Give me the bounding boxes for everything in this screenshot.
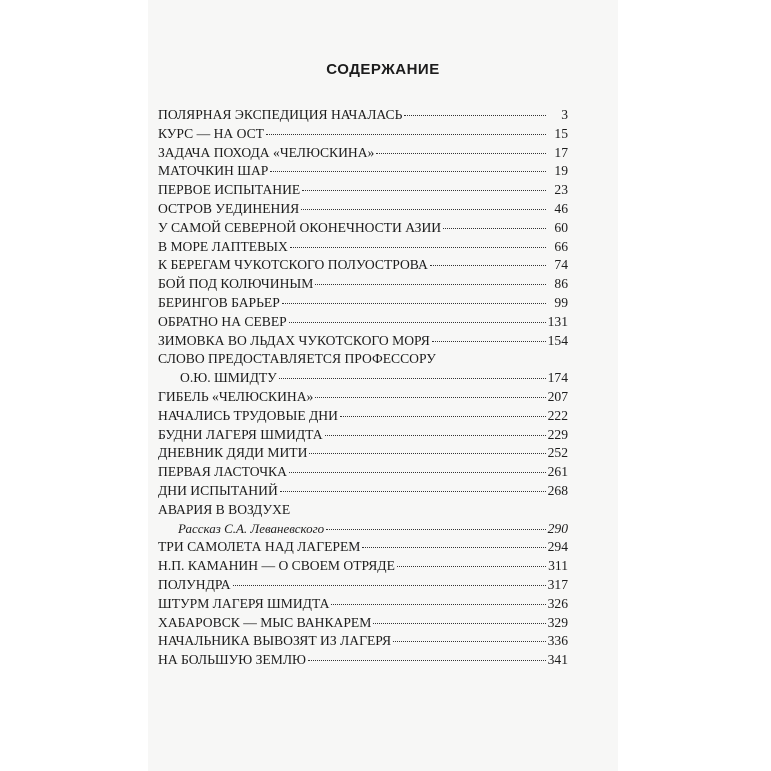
toc-entry-title: К БЕРЕГАМ ЧУКОТСКОГО ПОЛУОСТРОВА: [158, 257, 428, 273]
toc-entry-page: 207: [547, 388, 568, 404]
dot-leader: [233, 585, 546, 586]
toc-entry-title: НАЧАЛЬНИКА ВЫВОЗЯТ ИЗ ЛАГЕРЯ: [158, 633, 392, 649]
dot-leader: [404, 115, 546, 116]
dot-leader: [280, 491, 546, 492]
dot-leader: [326, 529, 545, 530]
toc-entry-page: 268: [547, 482, 568, 498]
toc-entry-page: 311: [548, 558, 568, 574]
toc-entry-page: 229: [547, 426, 568, 442]
toc-entry-page: 131: [547, 313, 568, 329]
toc-entry-page: 66: [554, 238, 568, 254]
toc-entry-page: 336: [547, 633, 568, 649]
toc-entry: [158, 125, 568, 144]
toc-entry: [158, 444, 568, 463]
toc-entry-title: НА БОЛЬШУЮ ЗЕМЛЮ: [158, 652, 307, 668]
toc-entry-page: 174: [547, 370, 568, 386]
toc-entry: [158, 463, 568, 482]
toc-entry: [158, 200, 568, 219]
toc-entry-title: ГИБЕЛЬ «ЧЕЛЮСКИНА»: [158, 388, 314, 404]
toc-entry: [158, 275, 568, 294]
toc-entry-title: НАЧАЛИСЬ ТРУДОВЫЕ ДНИ: [158, 407, 338, 423]
toc-entry: [158, 350, 568, 369]
dot-leader: [362, 547, 545, 548]
toc-entry-page: 294: [547, 539, 568, 555]
toc-entry-page: 3: [561, 107, 568, 122]
toc-entry-title: ХАБАРОВСК — МЫС ВАНКАРЕМ: [158, 614, 372, 630]
dot-leader: [432, 341, 546, 342]
toc-entry: [158, 181, 568, 200]
dot-leader: [397, 566, 546, 567]
toc-entry-page: 261: [547, 464, 568, 480]
toc-entry-title: БОЙ ПОД КОЛЮЧИНЫМ: [158, 276, 314, 292]
dot-leader: [290, 247, 546, 248]
toc-entry-title: ДНЕВНИК ДЯДИ МИТИ: [158, 445, 308, 461]
dot-leader: [315, 284, 546, 285]
toc-entry-page: 154: [547, 332, 568, 348]
toc-entry: [158, 501, 568, 520]
toc-entry-title: ОСТРОВ УЕДИНЕНИЯ: [158, 200, 300, 216]
toc-entry-title: ОБРАТНО НА СЕВЕР: [158, 313, 287, 329]
toc-entry-page: 329: [547, 614, 568, 630]
toc-entry: [158, 294, 568, 313]
dot-leader: [309, 453, 545, 454]
dot-leader: [301, 209, 546, 210]
toc-entry: [158, 144, 568, 163]
toc-entry: [158, 557, 568, 576]
toc-entry-page: 290: [547, 520, 568, 536]
toc-entry-title: Рассказ С.А. Леваневского: [178, 520, 325, 536]
toc-entry-title: МАТОЧКИН ШАР: [158, 163, 269, 179]
toc-entry: [158, 238, 568, 257]
dot-leader: [430, 265, 546, 266]
dot-leader: [325, 435, 546, 436]
dot-leader: [282, 303, 546, 304]
toc-entry: [158, 106, 568, 125]
toc-entry-title: БУДНИ ЛАГЕРЯ ШМИДТА: [158, 426, 323, 442]
table-of-contents: [158, 106, 568, 670]
toc-entry-title: ТРИ САМОЛЕТА НАД ЛАГЕРЕМ: [158, 539, 361, 555]
toc-entry-title: СЛОВО ПРЕДОСТАВЛЯЕТСЯ ПРОФЕССОРУ: [158, 351, 436, 367]
toc-entry-page: 46: [554, 200, 568, 216]
toc-entry-page: 99: [554, 294, 568, 310]
toc-entry-title: ДНИ ИСПЫТАНИЙ: [158, 482, 278, 498]
toc-entry-page: 23: [554, 182, 568, 198]
dot-leader: [308, 660, 546, 661]
dot-leader: [315, 397, 545, 398]
toc-entry: [158, 651, 568, 670]
toc-entry-title: ПОЛЯРНАЯ ЭКСПЕДИЦИЯ НАЧАЛАСЬ: [158, 107, 403, 122]
toc-entry: [158, 332, 568, 351]
toc-entry: [158, 632, 568, 651]
toc-entry-title: ПЕРВОЕ ИСПЫТАНИЕ: [158, 182, 301, 198]
toc-entry-page: 222: [547, 407, 568, 423]
toc-entry-page: 17: [554, 144, 568, 160]
toc-entry-page: 341: [547, 652, 568, 668]
toc-entry: [158, 595, 568, 614]
dot-leader: [266, 134, 546, 135]
dot-leader: [302, 190, 546, 191]
toc-entry-title: ШТУРМ ЛАГЕРЯ ШМИДТА: [158, 595, 330, 611]
toc-entry: [158, 162, 568, 181]
toc-entry: [158, 388, 568, 407]
dot-leader: [393, 641, 546, 642]
dot-leader: [373, 623, 545, 624]
toc-entry: [158, 482, 568, 501]
toc-entry-title: О.Ю. ШМИДТУ: [180, 370, 277, 386]
toc-entry-page: 86: [554, 276, 568, 292]
toc-entry: [158, 520, 568, 539]
toc-entry-title: У САМОЙ СЕВЕРНОЙ ОКОНЕЧНОСТИ АЗИИ: [158, 219, 442, 235]
toc-entry-page: 326: [547, 595, 568, 611]
toc-entry-title: Н.П. КАМАНИН — О СВОЕМ ОТРЯДЕ: [158, 558, 395, 574]
toc-entry-title: ПОЛУНДРА: [158, 576, 231, 592]
dot-leader: [443, 228, 546, 229]
dot-leader: [340, 416, 546, 417]
page-heading: СОДЕРЖАНИЕ: [326, 61, 440, 78]
toc-entry-page: 317: [547, 576, 568, 592]
toc-entry-title: АВАРИЯ В ВОЗДУХЕ: [158, 501, 291, 517]
dot-leader: [331, 604, 545, 605]
toc-entry: [158, 313, 568, 332]
toc-entry: [158, 614, 568, 633]
toc-entry-title: ПЕРВАЯ ЛАСТОЧКА: [158, 464, 287, 480]
toc-entry-title: ЗАДАЧА ПОХОДА «ЧЕЛЮСКИНА»: [158, 144, 375, 160]
toc-entry: [158, 576, 568, 595]
toc-entry-page: 74: [554, 257, 568, 273]
toc-entry-title: В МОРЕ ЛАПТЕВЫХ: [158, 238, 288, 254]
toc-entry: [158, 219, 568, 238]
toc-entry-page: 15: [554, 125, 568, 141]
toc-entry: [158, 256, 568, 275]
toc-entry-title: БЕРИНГОВ БАРЬЕР: [158, 294, 280, 310]
toc-entry: [158, 426, 568, 445]
toc-entry-title: КУРС — НА ОСТ: [158, 125, 264, 141]
dot-leader: [279, 378, 546, 379]
dot-leader: [289, 322, 546, 323]
toc-entry: [158, 407, 568, 426]
toc-entry-title: ЗИМОВКА ВО ЛЬДАХ ЧУКОТСКОГО МОРЯ: [158, 332, 430, 348]
toc-entry-page: 19: [554, 163, 568, 179]
dot-leader: [376, 153, 546, 154]
toc-entry-page: 60: [554, 219, 568, 235]
dot-leader: [289, 472, 546, 473]
toc-entry: [158, 538, 568, 557]
toc-entry: [158, 369, 568, 388]
dot-leader: [270, 171, 546, 172]
toc-entry-page: 252: [547, 445, 568, 461]
